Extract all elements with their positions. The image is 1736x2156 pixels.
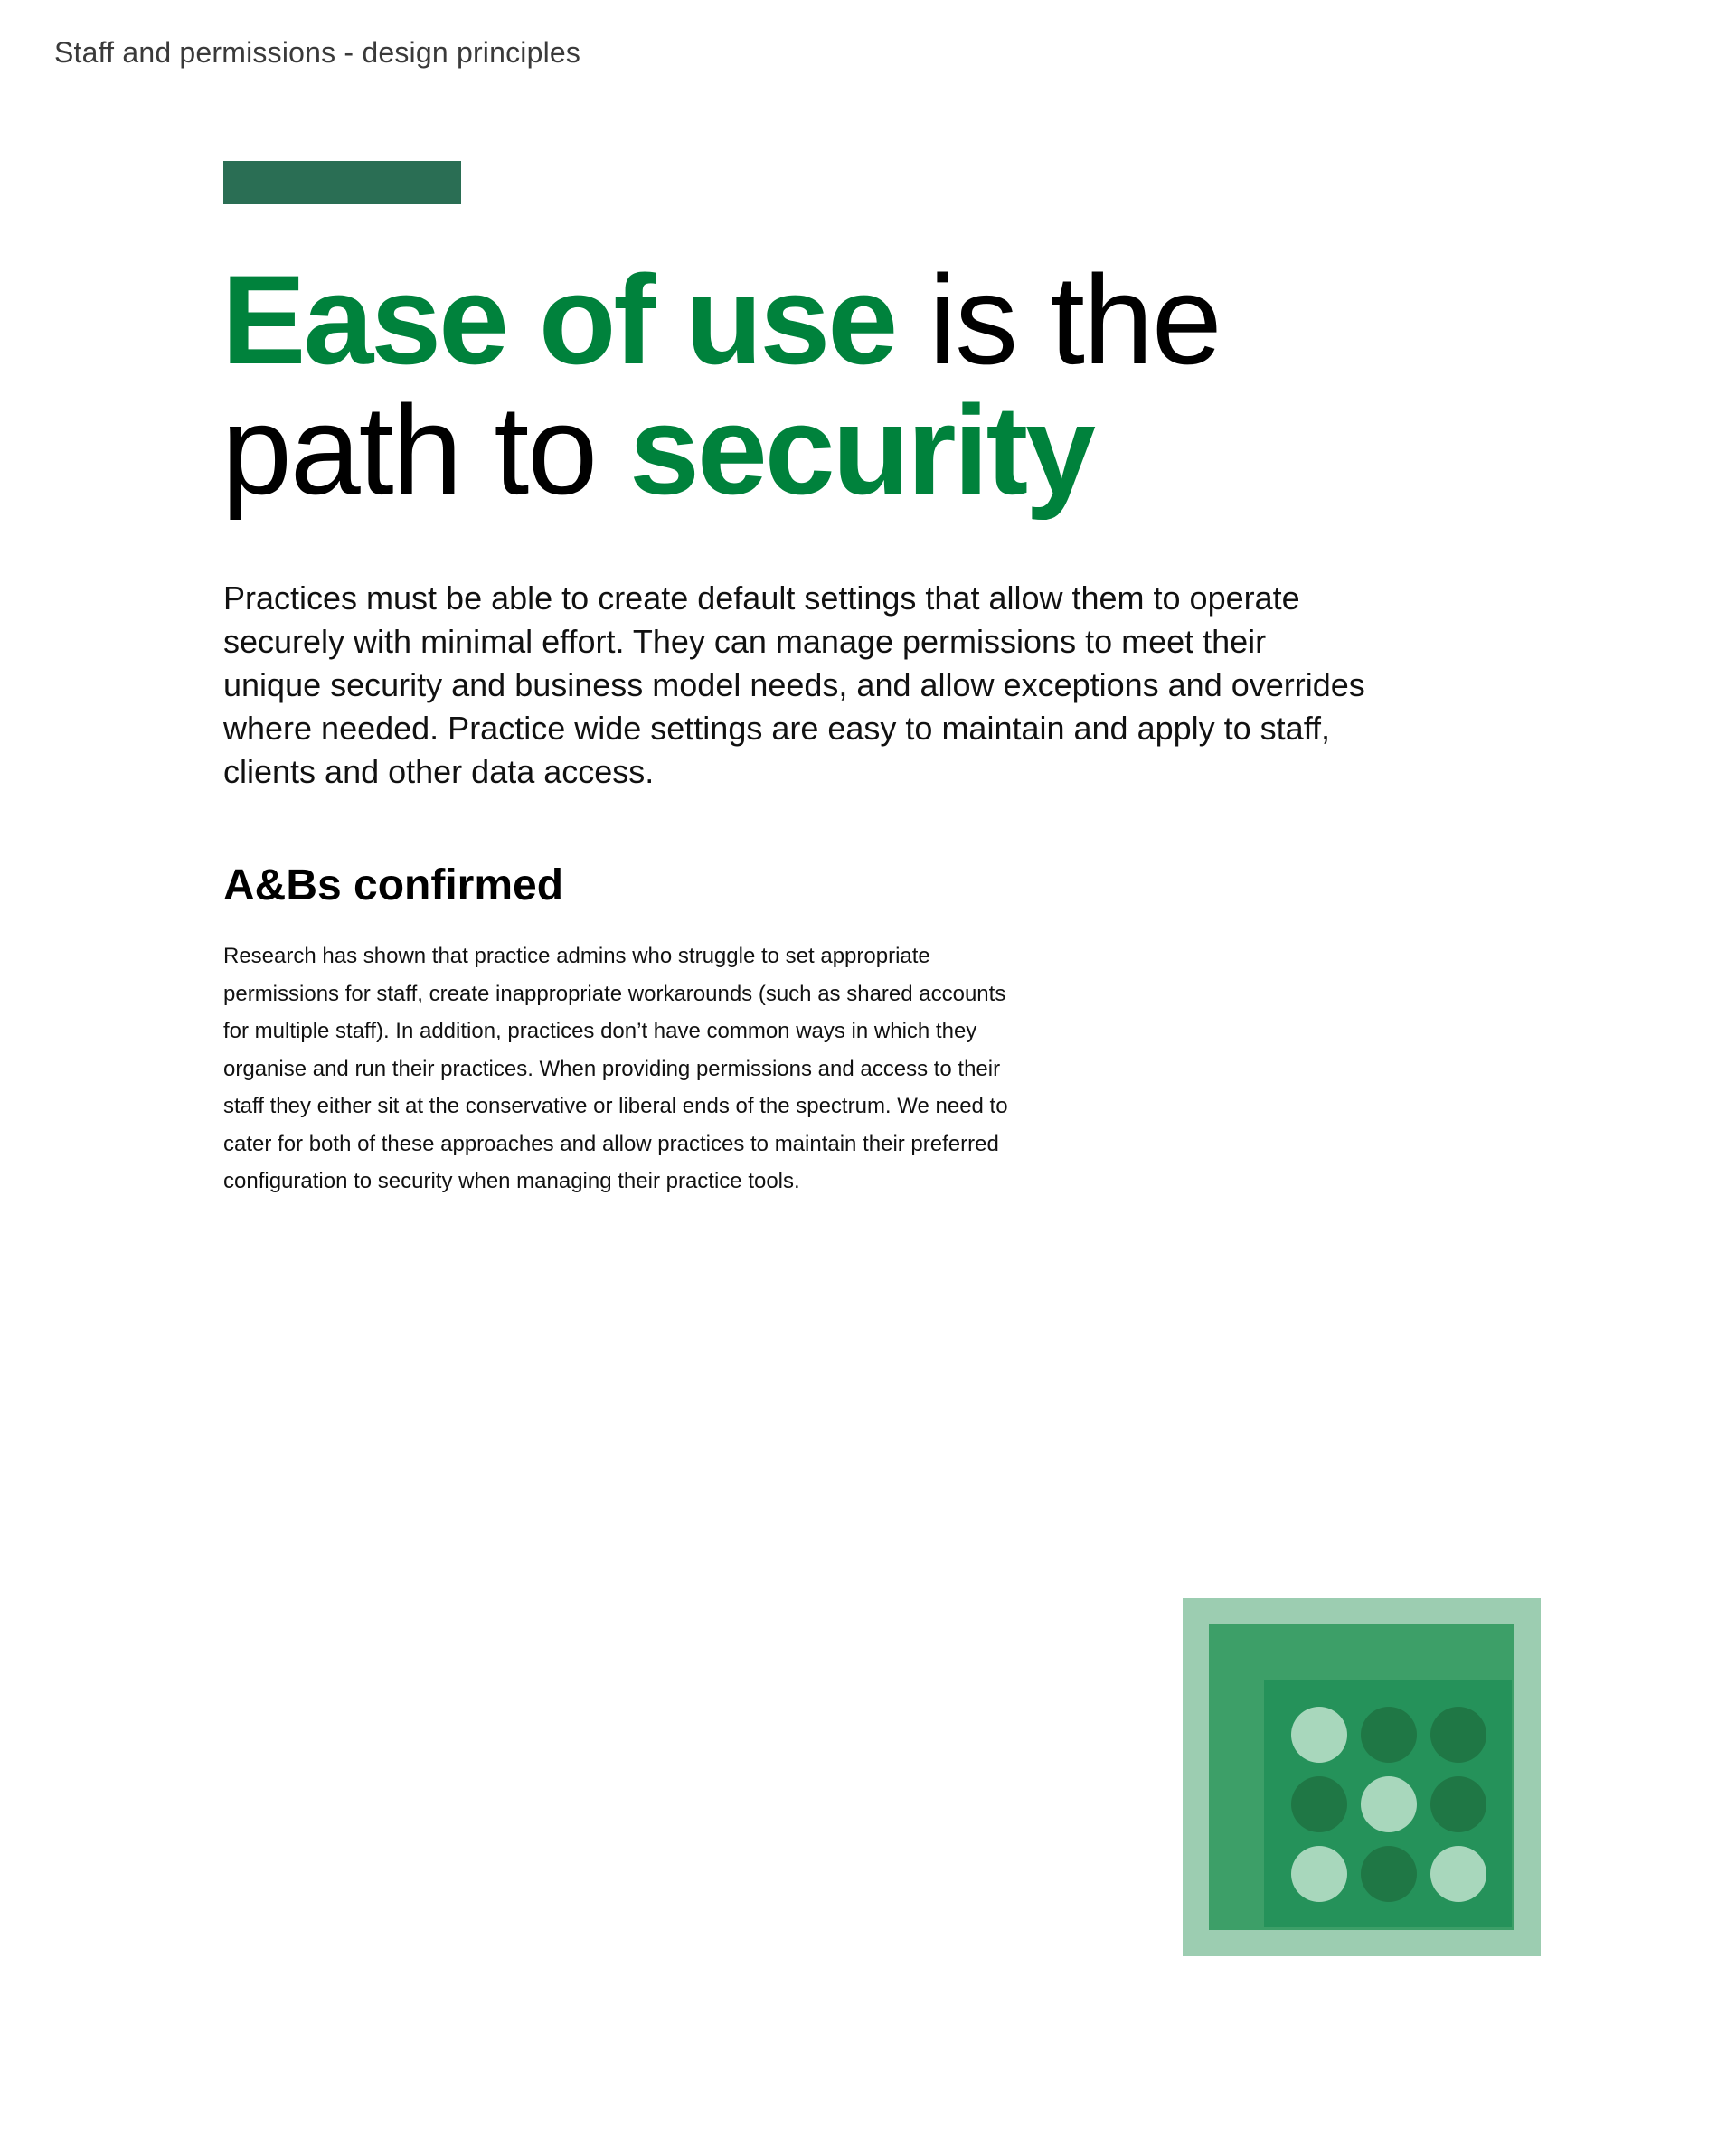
logo-dot-light <box>1430 1846 1486 1902</box>
section-body: Research has shown that practice admins who struggle to set appropriate permissions for staff, create inappropriate workarounds (such as shared accounts for multiple staff). In addition, practices don’t have common ways in which they organise and run their practices. When providing permissions and access to their staff they either sit at the conservative or liberal ends of the spectrum. We need to cater for both of these approaches and allow practices to maintain their preferred configuration to security when managing their practice tools. <box>223 944 1008 1193</box>
section-title: A&Bs confirmed <box>223 861 564 909</box>
headline-connector: is the path to <box>222 249 1221 521</box>
breadcrumb: Staff and permissions - design principles <box>54 36 581 69</box>
logo-dot-dark <box>1430 1776 1486 1832</box>
logo-dot-light <box>1291 1707 1347 1763</box>
logo-dot-light <box>1361 1776 1417 1832</box>
logo-core <box>1264 1680 1512 1927</box>
headline-highlight-ease-of-use: Ease of use <box>222 249 896 391</box>
logo-dot-dark <box>1361 1707 1417 1763</box>
grid-dots-logo-icon <box>1183 1598 1541 1956</box>
headline-highlight-security: security <box>629 379 1093 521</box>
logo-dot-dark <box>1361 1846 1417 1902</box>
accent-bar <box>223 161 461 204</box>
logo-inner-ring <box>1209 1624 1514 1930</box>
lede-paragraph: Practices must be able to create default settings that allow them to operate securely with minimal effort. They can manage permissions to meet their unique security and business model needs, and allow exceptions and overrides where needed. Practice wide settings are easy to maintain and apply to staff, clients and other data access. <box>223 579 1365 790</box>
logo-dot-dark <box>1291 1776 1347 1832</box>
page-title <box>222 249 1397 521</box>
logo-dot-dark <box>1430 1707 1486 1763</box>
logo-dot-light <box>1291 1846 1347 1902</box>
